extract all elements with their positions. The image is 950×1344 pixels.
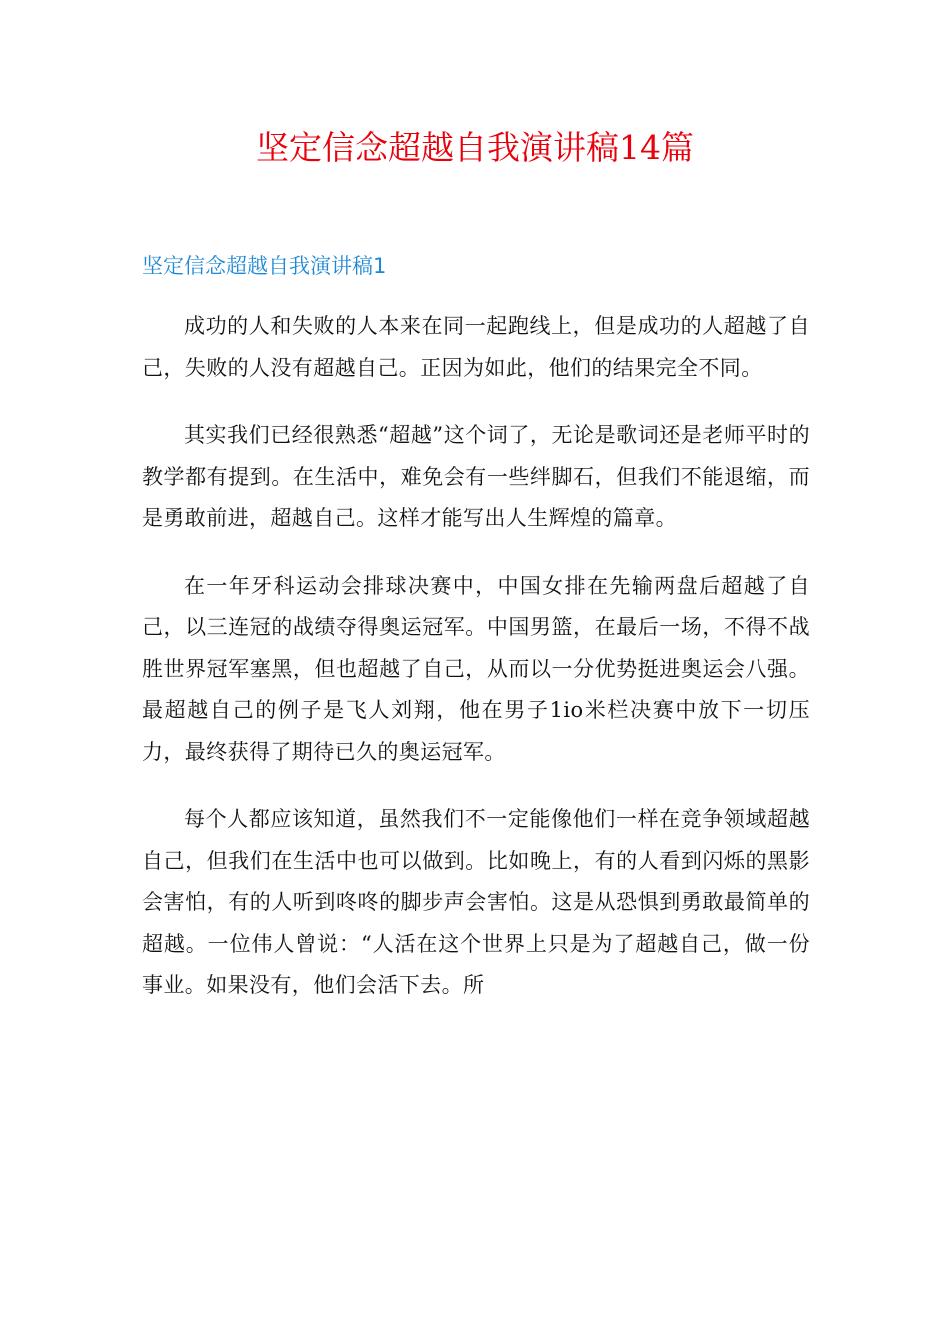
document-body [142, 306, 810, 1033]
document-title: 坚定信念超越自我演讲稿14篇 [256, 128, 694, 167]
paragraph: 其实我们已经很熟悉“超越”这个词了，无论是歌词还是老师平时的教学都有提到。在生活中，难免会有一些绊脚石，但我们不能退缩，而是勇敢前进，超越自己。这样才能写出人生辉煌的篇章。 [142, 423, 810, 530]
section-heading: 坚定信念超越自我演讲稿1 [142, 254, 387, 278]
paragraph: 每个人都应该知道，虽然我们不一定能像他们一样在竞争领域超越自己，但我们在生活中也可以做到。比如晚上，有的人看到闪烁的黑影会害怕，有的人听到咚咚的脚步声会害怕。这是从恐惧到勇敢最简单的超越。一位伟人曾说：“人活在这个世界上只是为了超越自己，做一份事业。如果没有，他们会活下去。所 [142, 807, 810, 997]
paragraph: 成功的人和失败的人本来在同一起跑线上，但是成功的人超越了自己，失败的人没有超越自己。正因为如此，他们的结果完全不同。 [142, 314, 810, 380]
paragraph: 在一年牙科运动会排球决赛中，中国女排在先输两盘后超越了自己，以三连冠的战绩夺得奥运冠军。中国男篮，在最后一场，不得不战胜世界冠军塞黑，但也超越了自己，从而以一分优势挺进奥运会八强。最超越自己的例子是飞人刘翔，他在男子1io米栏决赛中放下一切压力，最终获得了期待已久的奥运冠军。 [142, 573, 810, 764]
